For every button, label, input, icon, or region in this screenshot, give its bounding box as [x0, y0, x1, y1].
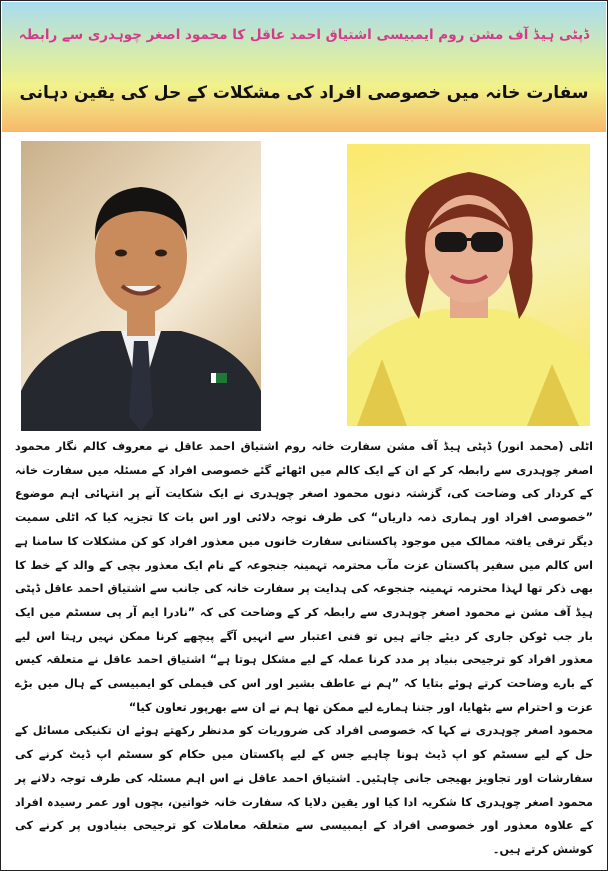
subheadline: سفارت خانہ میں خصوصی افراد کی مشکلات کے حل کی یقین دہانی: [19, 83, 589, 103]
article-paragraph-1: اٹلی (محمد انور) ڈپٹی ہیڈ آف مشن سفارت خانہ روم اشتیاق احمد عاقل نے معروف کالم نگار محمود اصغر چوہدری سے رابطہ کر کے ان کے ایک کالم میں اٹھائے گئے خصوصی افراد کے مسئلہ میں سفارت خانہ کے کردار کی وضاحت کی، گزشتہ دنوں محمود اصغر چوہدری نے ایک شکایت آنے پر انتہائی اہم موضوع ”خصوصی افراد اور ہماری ذمہ داریاں“ کی طرف توجہ دلائی اور اس بات کا تجزیہ کیا کہ اٹلی سمیت دیگر ترقی یافتہ ممالک میں موجود پاکستانی سفارت خانوں میں معذور افراد کو کن مشکلات کا سامنا ہے اس کالم میں سفیر پاکستان عزت مآب محترمہ تہمینہ جنجوعہ کے نام ایک معذور بچی کے والد کے خط کا بھی ذکر تھا لہذا محترمہ تہمینہ جنجوعہ کی ہدایت پر سفارت خانہ کی جانب سے اشتیاق احمد عاقل ڈپٹی ہیڈ آف مشن نے محمود اصغر چوہدری سے رابطہ کر کے وضاحت کی کہ ”نادرا ایم آر پی سسٹم میں ایک بار جب ٹوکن جاری کر دیئے جاتے ہیں تو فنی اعتبار سے انہیں آگے پیچھے کرنا ممکن نہیں رہتا اس لیے معذور افراد کو ترجیحی بنیاد پر مدد کرنا عملہ کے لیے مشکل ہوتا ہے“ اشتیاق احمد عاقل نے متعلقہ کیس کے بارے وضاحت کرتے ہوئے بتایا کہ ”ہم نے عاطف بشیر اور اس کی فیملی کو ایمبیسی کے ہال میں بڑے عزت و احترام سے بٹھایا، اور جتنا ہمارے لیے ممکن تھا ہم نے ان سے بھرپور تعاون کیا“: [15, 440, 593, 714]
photo-man-in-suit: [21, 141, 261, 431]
headline-banner: [2, 2, 606, 132]
man-portrait-illustration: [21, 141, 261, 431]
article-body: [15, 435, 593, 867]
photo-woman-with-sunglasses: [347, 144, 590, 426]
article-paragraph-2: محمود اصغر چوہدری نے کہا کہ خصوصی افراد کی ضروریات کو مدنظر رکھتے ہوئے ان تکنیکی مسائل کے حل کے لیے سسٹم کو اپ ڈیٹ ہونا چاہیے جس کے لیے پاکستان میں حکام کو سسٹم اپ ڈیٹ کرنے کی سفارشات اور تجاویز بھیجی جانی چاہئیں۔ اشتیاق احمد عاقل نے اس اہم مسئلہ کی طرف توجہ دلانے پر محمود اصغر چوہدری کا شکریہ ادا کیا اور یقین دلایا کہ سفارت خانہ خواتین، بچوں اور عمر رسیدہ افراد کے علاوہ معذور اور خصوصی افراد کے ایمبیسی سے متعلقہ معاملات کو ترجیحی بنیادوں پر کرنے کی کوشش کرتے ہیں۔: [15, 724, 593, 856]
woman-portrait-illustration: [347, 144, 590, 426]
headline: ڈپٹی ہیڈ آف مشن روم ایمبیسی اشتیاق احمد عاقل کا محمود اصغر چوہدری سے رابطہ: [18, 27, 590, 43]
